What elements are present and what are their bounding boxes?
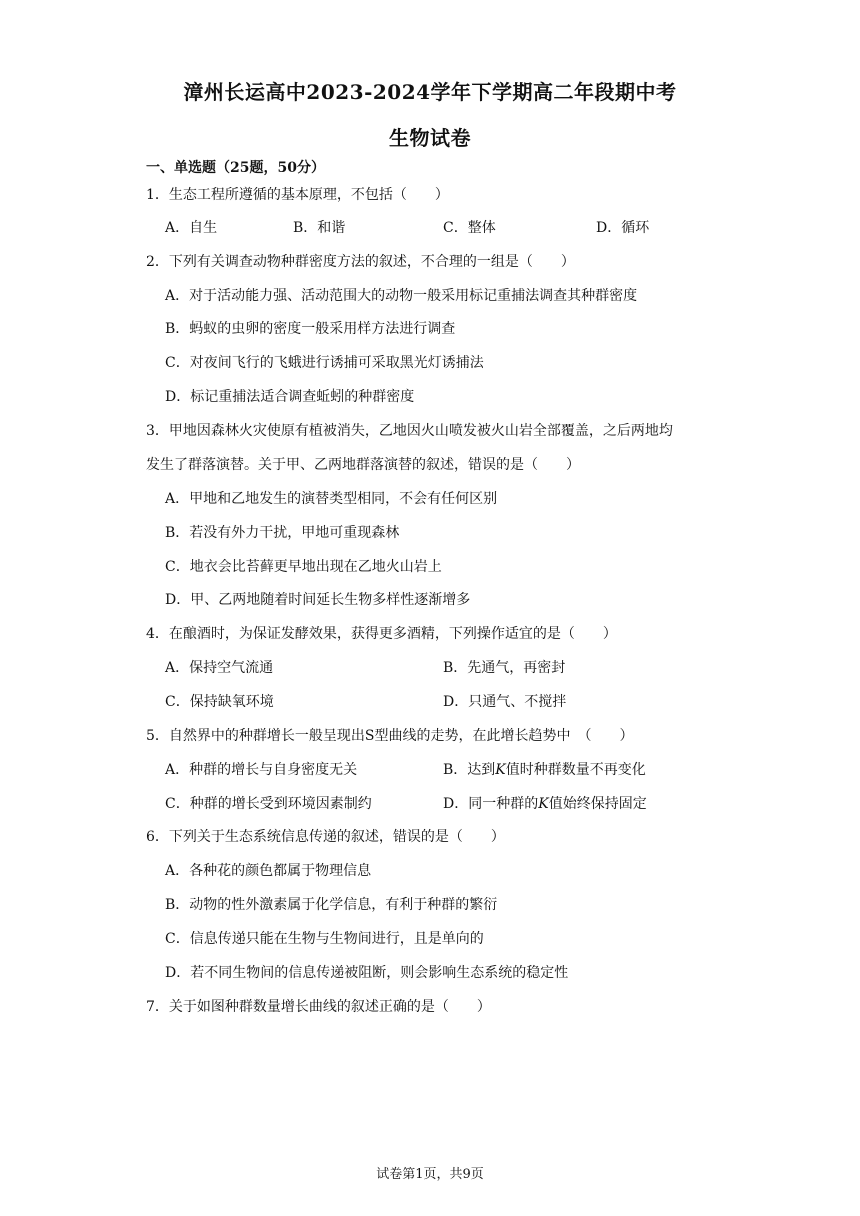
question-2-option-b: B．蚂蚁的虫卵的密度一般采用样方法进行调查 <box>165 321 456 337</box>
question-5-option-d <box>443 794 647 814</box>
question-1-option-a: A．自生 <box>165 220 218 236</box>
question-7-stem: 7．关于如图种群数量增长曲线的叙述正确的是（ ） <box>146 999 491 1015</box>
question-1-option-c: C．整体 <box>443 220 496 236</box>
question-5-option-b <box>443 760 646 780</box>
question-6-option-c: C．信息传递只能在生物与生物间进行，且是单向的 <box>165 931 484 947</box>
question-5-option-d-k: K <box>538 796 549 812</box>
question-3-option-d: D．甲、乙两地随着时间延长生物多样性逐渐增多 <box>165 592 471 608</box>
question-5-stem: 5．自然界中的种群增长一般呈现出S型曲线的走势，在此增长趋势中 （ ） <box>146 728 634 744</box>
question-3-option-c: C．地衣会比苔藓更早地出现在乙地火山岩上 <box>165 559 442 575</box>
question-3-option-b: B．若没有外力干扰，甲地可重现森林 <box>165 525 400 541</box>
question-3-option-a: A．甲地和乙地发生的演替类型相同，不会有任何区别 <box>165 491 498 507</box>
exam-title: 漳州长运高中2023-2024学年下学期高二年段期中考 <box>183 80 677 104</box>
section-heading: 一、单选题（25题，50分） <box>146 160 325 176</box>
page-footer: 试卷第1页，共9页 <box>376 1167 484 1182</box>
question-3-stem: 3．甲地因森林火灾使原有植被消失，乙地因火山喷发被火山岩全部覆盖，之后两地均 <box>146 423 673 439</box>
exam-subtitle: 生物试卷 <box>389 126 471 150</box>
question-1-option-b: B．和谐 <box>293 220 346 236</box>
question-4-option-c: C．保持缺氧环境 <box>165 694 274 710</box>
question-5-option-b-prefix: B．达到 <box>443 762 496 778</box>
question-6-option-b: B．动物的性外激素属于化学信息，有利于种群的繁衍 <box>165 897 498 913</box>
question-6-option-d: D．若不同生物间的信息传递被阻断，则会影响生态系统的稳定性 <box>165 965 569 981</box>
question-4-option-b: B．先通气，再密封 <box>443 660 566 676</box>
question-4-option-d: D．只通气、不搅拌 <box>443 694 567 710</box>
question-2-option-d: D．标记重捕法适合调查蚯蚓的种群密度 <box>165 389 415 405</box>
question-5-option-c: C．种群的增长受到环境因素制约 <box>165 796 372 812</box>
question-1-option-d: D．循环 <box>596 220 650 236</box>
question-3-stem-continued: 发生了群落演替。关于甲、乙两地群落演替的叙述，错误的是（ ） <box>146 457 580 473</box>
question-2-stem: 2．下列有关调查动物种群密度方法的叙述，不合理的一组是（ ） <box>146 254 575 270</box>
question-1-stem: 1．生态工程所遵循的基本原理，不包括（ ） <box>146 187 449 203</box>
question-5-option-d-rest: 值始终保持固定 <box>548 796 647 812</box>
question-4-option-a: A．保持空气流通 <box>165 660 274 676</box>
question-4-stem: 4．在酿酒时，为保证发酵效果，获得更多酒精，下列操作适宜的是（ ） <box>146 626 617 642</box>
question-2-option-a: A．对于活动能力强、活动范围大的动物一般采用标记重捕法调查其种群密度 <box>165 288 638 304</box>
question-5-option-d-prefix: D．同一种群的 <box>443 796 539 812</box>
question-6-stem: 6．下列关于生态系统信息传递的叙述，错误的是（ ） <box>146 829 505 845</box>
question-5-option-a: A．种群的增长与自身密度无关 <box>165 762 358 778</box>
question-5-option-b-rest: 值时种群数量不再变化 <box>505 762 646 778</box>
question-2-option-c: C．对夜间飞行的飞蛾进行诱捕可采取黑光灯诱捕法 <box>165 355 484 371</box>
question-6-option-a: A．各种花的颜色都属于物理信息 <box>165 863 372 879</box>
question-5-option-b-k: K <box>495 762 506 778</box>
